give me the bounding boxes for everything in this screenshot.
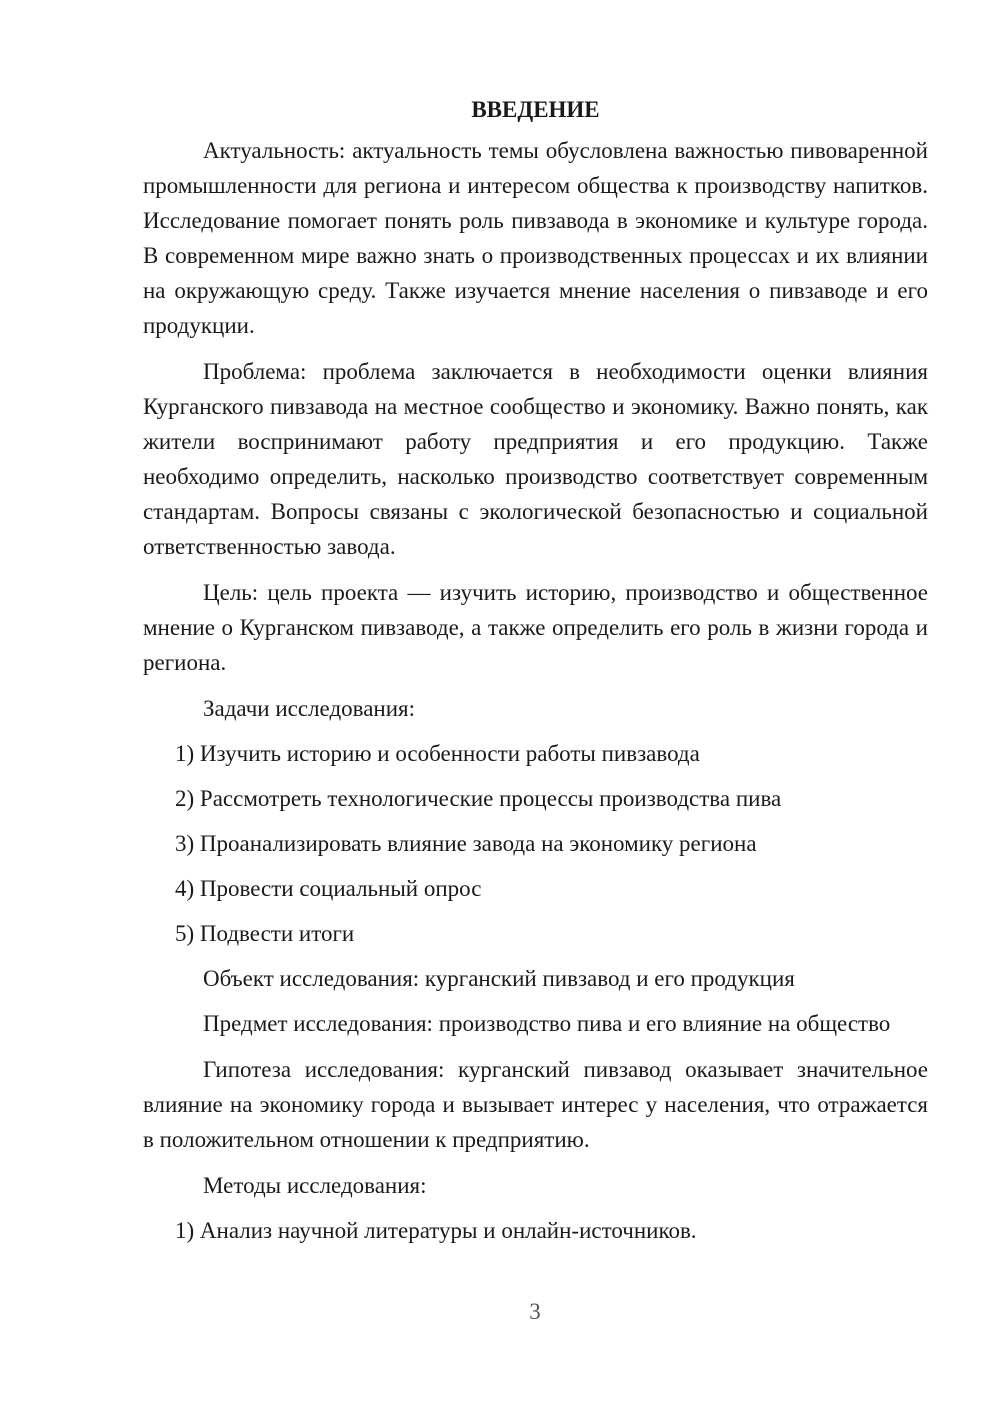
problem-paragraph: Проблема: проблема заключается в необходимости оценки влияния Курганского пивзавода на местное сообщество и экономику. Важно понять, как жители воспринимают работу предприятия и его продукцию. Также необходимо определить, насколько производство соответствует современным стандартам. Вопросы связаны с экологической безопасностью и социальной ответственностью завода. [143, 359, 928, 559]
task-item-1: 1) Изучить историю и особенности работы пивзавода [175, 741, 700, 766]
hypothesis-paragraph: Гипотеза исследования: курганский пивзавод оказывает значительное влияние на экономику города и вызывает интерес у населения, что отражается в положительном отношении к предприятию. [143, 1057, 928, 1152]
tasks-title: Задачи исследования: [203, 696, 416, 721]
task-item-4: 4) Провести социальный опрос [175, 876, 482, 901]
object-paragraph: Объект исследования: курганский пивзавод и его продукция [203, 966, 795, 991]
task-item-5: 5) Подвести итоги [175, 921, 355, 946]
subject-paragraph: Предмет исследования: производство пива и его влияние на общество [203, 1011, 891, 1036]
relevance-paragraph: Актуальность: актуальность темы обусловлена важностью пивоваренной промышленности для региона и интересом общества к производству напитков. Исследование помогает понять роль пивзавода в экономике и культуре города. В современном мире важно знать о производственных процессах и их влиянии на окружающую среду. Также изучается мнение населения о пивзаводе и его продукции. [143, 138, 928, 338]
methods-title: Методы исследования: [203, 1173, 427, 1198]
goal-paragraph: Цель: цель проекта — изучить историю, производство и общественное мнение о Курганском пивзаводе, а также определить его роль в жизни города и региона. [143, 580, 928, 675]
task-item-3: 3) Проанализировать влияние завода на экономику региона [175, 831, 757, 856]
document-page [143, 92, 928, 1258]
task-item-2: 2) Рассмотреть технологические процессы производства пива [175, 786, 782, 811]
section-heading: ВВЕДЕНИЕ [471, 97, 600, 122]
method-item-1: 1) Анализ научной литературы и онлайн-источников. [175, 1218, 697, 1243]
page-number: 3 [529, 1299, 541, 1324]
